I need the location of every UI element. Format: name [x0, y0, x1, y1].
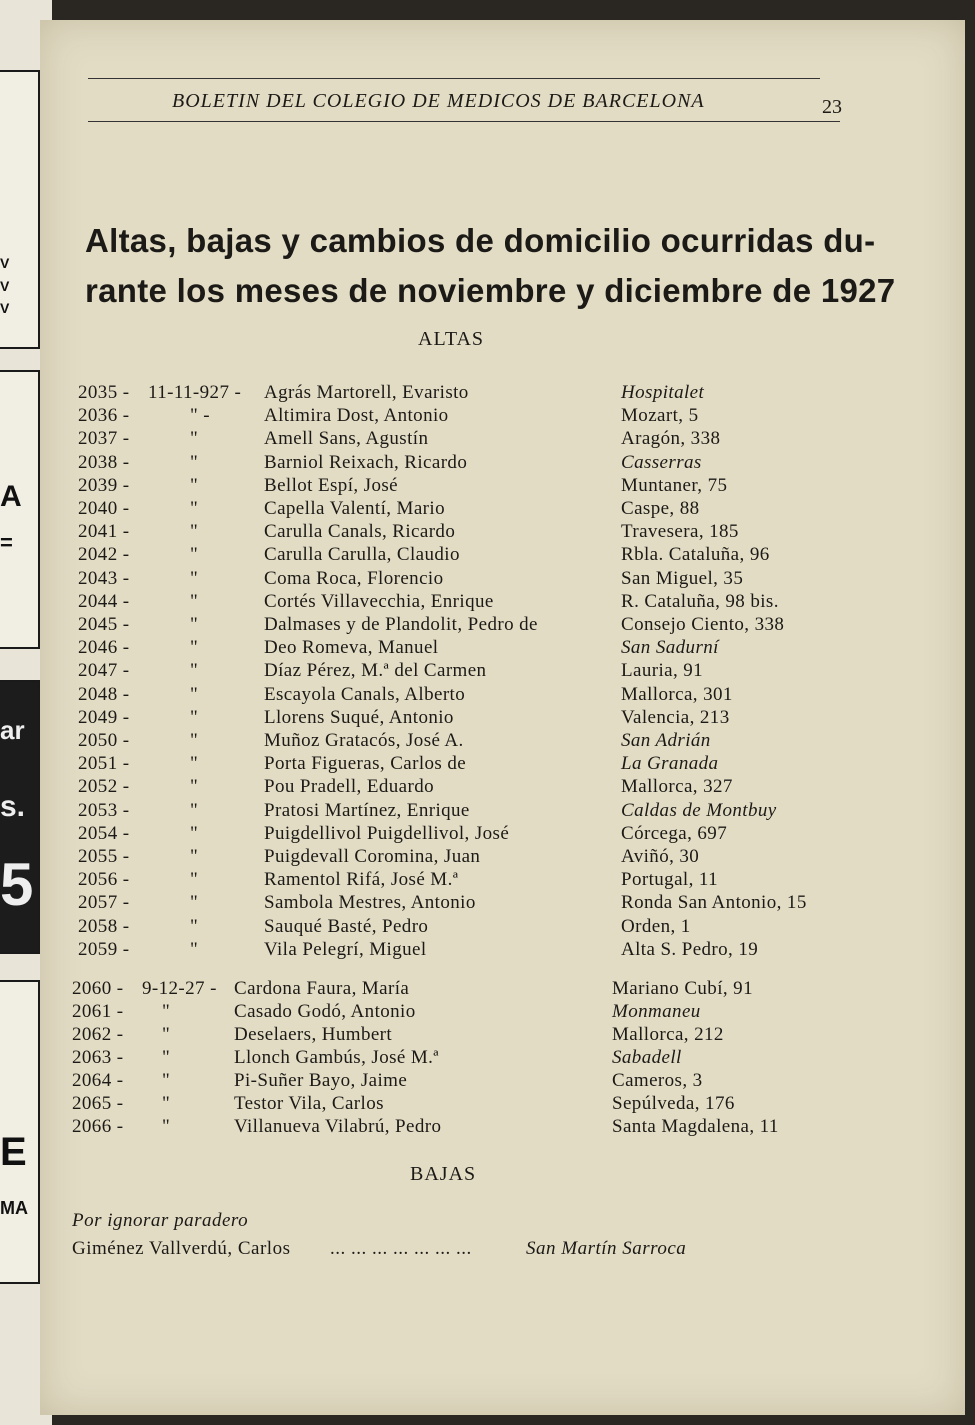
altas-row-address: Mallorca, 212 [612, 1024, 724, 1045]
altas-row [0, 800, 975, 823]
altas-row-name: Capella Valentí, Mario [264, 498, 445, 519]
altas-row-date: " - [190, 405, 211, 427]
altas-row-name: Llonch Gambús, José M.ª [234, 1047, 439, 1068]
altas-row [0, 892, 975, 915]
altas-row-date: " [190, 544, 199, 566]
altas-row-address: Caspe, 88 [621, 498, 700, 519]
altas-row-date: 9-12-27 - [142, 978, 217, 999]
altas-row-address: Sepúlveda, 176 [612, 1093, 735, 1114]
altas-row-date: " [190, 799, 199, 821]
page-title-line-2: rante los meses de noviembre y diciembre de 1927 [85, 272, 896, 309]
altas-row-number: 2059 - [78, 938, 130, 960]
altas-row-date: " [190, 776, 199, 798]
altas-row [0, 1001, 975, 1024]
altas-row-date: " [190, 614, 199, 635]
altas-row-date: " [190, 706, 199, 728]
altas-row-address: Monmaneu [612, 1001, 701, 1022]
altas-row [0, 475, 975, 498]
altas-row-number: 2039 - [78, 474, 130, 496]
altas-row-name: Vila Pelegrí, Miguel [264, 938, 427, 960]
altas-row-date: " [162, 1001, 171, 1022]
altas-row-number: 2066 - [72, 1116, 124, 1137]
altas-row-number: 2046 - [78, 637, 130, 659]
altas-row-address: Muntaner, 75 [621, 474, 728, 496]
altas-row-number: 2035 - [78, 382, 130, 403]
altas-row-name: Barniol Reixach, Ricardo [264, 451, 468, 473]
altas-row-address: Aragón, 338 [621, 428, 721, 450]
altas-row-date: " [190, 869, 199, 891]
altas-row-number: 2055 - [78, 846, 130, 867]
altas-row-name: Pou Pradell, Eduardo [264, 776, 435, 798]
altas-row-address: Sabadell [612, 1047, 682, 1068]
adjacent-page-text: V [0, 300, 10, 316]
altas-row-date: " [190, 730, 199, 751]
altas-row-number: 2043 - [78, 567, 130, 589]
altas-row-date: " [162, 1047, 171, 1068]
altas-row-address: Casserras [621, 451, 702, 473]
altas-row-name: Agrás Martorell, Evaristo [264, 382, 469, 403]
altas-row-date: " [190, 846, 199, 867]
altas-row-number: 2042 - [78, 544, 130, 566]
altas-row-name: Dalmases y de Plandolit, Pedro de [264, 614, 538, 635]
altas-row [0, 1093, 975, 1116]
altas-row [0, 978, 975, 1001]
altas-row-address: Santa Magdalena, 11 [612, 1116, 779, 1137]
altas-row-name: Carulla Canals, Ricardo [264, 521, 456, 543]
altas-row-address: Mozart, 5 [621, 405, 699, 427]
altas-row [0, 869, 975, 892]
altas-row-name: Muñoz Gratacós, José A. [264, 730, 464, 751]
bajas-entry-name: Giménez Vallverdú, Carlos [72, 1238, 291, 1259]
journal-header: BOLETIN DEL COLEGIO DE MEDICOS DE BARCELONA [172, 90, 705, 112]
altas-row-name: Pi-Suñer Bayo, Jaime [234, 1070, 408, 1091]
altas-row-address: San Adrián [621, 730, 711, 751]
altas-row-date: " [190, 451, 199, 473]
adjacent-page-text: = [0, 530, 13, 555]
bajas-heading: BAJAS [410, 1163, 477, 1185]
altas-row-date: " [190, 892, 199, 914]
altas-row-date: " [190, 938, 199, 960]
altas-row-number: 2058 - [78, 915, 130, 937]
altas-row [0, 382, 975, 405]
altas-row-number: 2056 - [78, 869, 130, 891]
altas-row [0, 591, 975, 614]
altas-row-address: Alta S. Pedro, 19 [621, 938, 759, 960]
altas-row-number: 2045 - [78, 614, 130, 635]
altas-row-number: 2057 - [78, 892, 130, 914]
adjacent-page-text: V [0, 255, 10, 271]
altas-row-date: " [190, 590, 199, 612]
altas-row-number: 2064 - [72, 1070, 124, 1091]
altas-row-number: 2047 - [78, 660, 130, 682]
altas-row-date: 11-11-927 - [148, 382, 242, 403]
altas-row-address: Travesera, 185 [621, 521, 739, 543]
altas-row-date: " [190, 915, 199, 937]
altas-row-number: 2063 - [72, 1047, 124, 1068]
altas-row-date: " [190, 567, 199, 589]
altas-row-number: 2065 - [72, 1093, 124, 1114]
altas-row-address: Consejo Ciento, 338 [621, 614, 785, 635]
altas-row [0, 846, 975, 869]
altas-row [0, 544, 975, 567]
altas-row [0, 753, 975, 776]
altas-row-name: Villanueva Vilabrú, Pedro [234, 1116, 442, 1137]
altas-row-date: " [162, 1116, 171, 1137]
altas-row-name: Díaz Pérez, M.ª del Carmen [264, 660, 487, 682]
altas-row-address: Mariano Cubí, 91 [612, 978, 753, 999]
altas-row-name: Llorens Suqué, Antonio [264, 706, 454, 728]
altas-row-date: " [190, 683, 199, 705]
altas-row-address: Portugal, 11 [621, 869, 718, 891]
adjacent-page-text: 5 [0, 851, 34, 918]
altas-row [0, 452, 975, 475]
altas-row-number: 2036 - [78, 405, 130, 427]
altas-row-number: 2062 - [72, 1024, 124, 1045]
altas-row-date: " [190, 753, 199, 775]
page-number: 23 [822, 96, 842, 118]
altas-row-address: Mallorca, 301 [621, 683, 733, 705]
altas-row-name: Deo Romeva, Manuel [264, 637, 439, 659]
altas-row [0, 614, 975, 637]
altas-row [0, 521, 975, 544]
header-rule-top [88, 78, 820, 79]
altas-row-number: 2061 - [72, 1001, 124, 1022]
altas-row-number: 2052 - [78, 776, 130, 798]
adjacent-page-text: V [0, 278, 10, 294]
altas-row-address: Aviñó, 30 [621, 846, 700, 867]
altas-row-number: 2041 - [78, 521, 130, 543]
altas-row-number: 2053 - [78, 799, 130, 821]
bajas-entry-place: San Martín Sarroca [526, 1238, 687, 1259]
altas-row-name: Puigdevall Coromina, Juan [264, 846, 481, 867]
altas-row-address: San Miguel, 35 [621, 567, 744, 589]
altas-row-address: Valencia, 213 [621, 706, 730, 728]
adjacent-page-text: E [0, 1130, 27, 1174]
altas-row [0, 405, 975, 428]
page-title-line-1: Altas, bajas y cambios de domicilio ocurridas du- [85, 222, 876, 259]
altas-row-number: 2038 - [78, 451, 130, 473]
altas-row-date: " [190, 521, 199, 543]
altas-heading: ALTAS [418, 328, 485, 350]
altas-row-number: 2048 - [78, 683, 130, 705]
altas-row-name: Testor Vila, Carlos [234, 1093, 384, 1114]
altas-row [0, 916, 975, 939]
altas-row-address: Caldas de Montbuy [621, 799, 777, 821]
altas-row-address: Lauria, 91 [621, 660, 704, 682]
altas-row-name: Puigdellivol Puigdellivol, José [264, 822, 510, 844]
altas-row-name: Bellot Espí, José [264, 474, 398, 496]
altas-row [0, 498, 975, 521]
altas-row-name: Altimira Dost, Antonio [264, 405, 449, 427]
altas-row-number: 2051 - [78, 753, 130, 775]
altas-row-name: Ramentol Rifá, José M.ª [264, 869, 459, 891]
altas-row-name: Deselaers, Humbert [234, 1024, 393, 1045]
header-rule-bottom [88, 121, 840, 122]
adjacent-page-text: MA [0, 1198, 28, 1218]
altas-row [0, 1047, 975, 1070]
altas-row-name: Amell Sans, Agustín [264, 428, 429, 450]
altas-row-date: " [190, 474, 199, 496]
altas-row-date: " [190, 428, 199, 450]
altas-row-address: Mallorca, 327 [621, 776, 733, 798]
altas-row-number: 2050 - [78, 730, 130, 751]
altas-row-address: Córcega, 697 [621, 822, 728, 844]
altas-row [0, 637, 975, 660]
altas-row-number: 2037 - [78, 428, 130, 450]
altas-row-name: Pratosi Martínez, Enrique [264, 799, 470, 821]
altas-row [0, 707, 975, 730]
altas-row-date: " [190, 637, 199, 659]
altas-row [0, 1024, 975, 1047]
altas-row-date: " [162, 1093, 171, 1114]
adjacent-page-text: A [0, 480, 22, 513]
altas-row-date: " [190, 660, 199, 682]
altas-row-number: 2040 - [78, 498, 130, 519]
adjacent-page-text: s. [0, 790, 26, 823]
altas-row [0, 568, 975, 591]
altas-row-address: La Granada [621, 753, 719, 775]
altas-row [0, 660, 975, 683]
adjacent-page-text: ar [0, 715, 25, 745]
altas-row-address: Cameros, 3 [612, 1070, 703, 1091]
altas-row-name: Porta Figueras, Carlos de [264, 753, 467, 775]
altas-row [0, 428, 975, 451]
altas-row [0, 776, 975, 799]
altas-row-date: " [190, 498, 199, 519]
bajas-entry-leader: ... ... ... ... ... ... ... [330, 1238, 472, 1259]
altas-row [0, 1116, 975, 1139]
altas-row-number: 2044 - [78, 590, 130, 612]
altas-row-date: " [162, 1070, 171, 1091]
altas-row-name: Cardona Faura, María [234, 978, 410, 999]
altas-row-date: " [162, 1024, 171, 1045]
altas-row-address: Ronda San Antonio, 15 [621, 892, 807, 914]
altas-row-name: Casado Godó, Antonio [234, 1001, 416, 1022]
altas-row-number: 2049 - [78, 706, 130, 728]
altas-row-name: Escayola Canals, Alberto [264, 683, 466, 705]
altas-row-name: Coma Roca, Florencio [264, 567, 444, 589]
altas-row-name: Sauqué Basté, Pedro [264, 915, 429, 937]
altas-row [0, 684, 975, 707]
altas-row [0, 939, 975, 962]
altas-row-number: 2054 - [78, 822, 130, 844]
altas-row [0, 823, 975, 846]
altas-row-name: Sambola Mestres, Antonio [264, 892, 476, 914]
altas-row-date: " [190, 822, 199, 844]
altas-row [0, 730, 975, 753]
altas-row-address: Orden, 1 [621, 915, 691, 937]
altas-row-address: R. Cataluña, 98 bis. [621, 590, 779, 612]
altas-row [0, 1070, 975, 1093]
altas-row-number: 2060 - [72, 978, 124, 999]
bajas-reason: Por ignorar paradero [72, 1210, 249, 1231]
altas-row-name: Cortés Villavecchia, Enrique [264, 590, 494, 612]
altas-row-address: San Sadurní [621, 637, 719, 659]
altas-row-name: Carulla Carulla, Claudio [264, 544, 460, 566]
altas-row-address: Rbla. Cataluña, 96 [621, 544, 770, 566]
altas-row-address: Hospitalet [621, 382, 705, 403]
